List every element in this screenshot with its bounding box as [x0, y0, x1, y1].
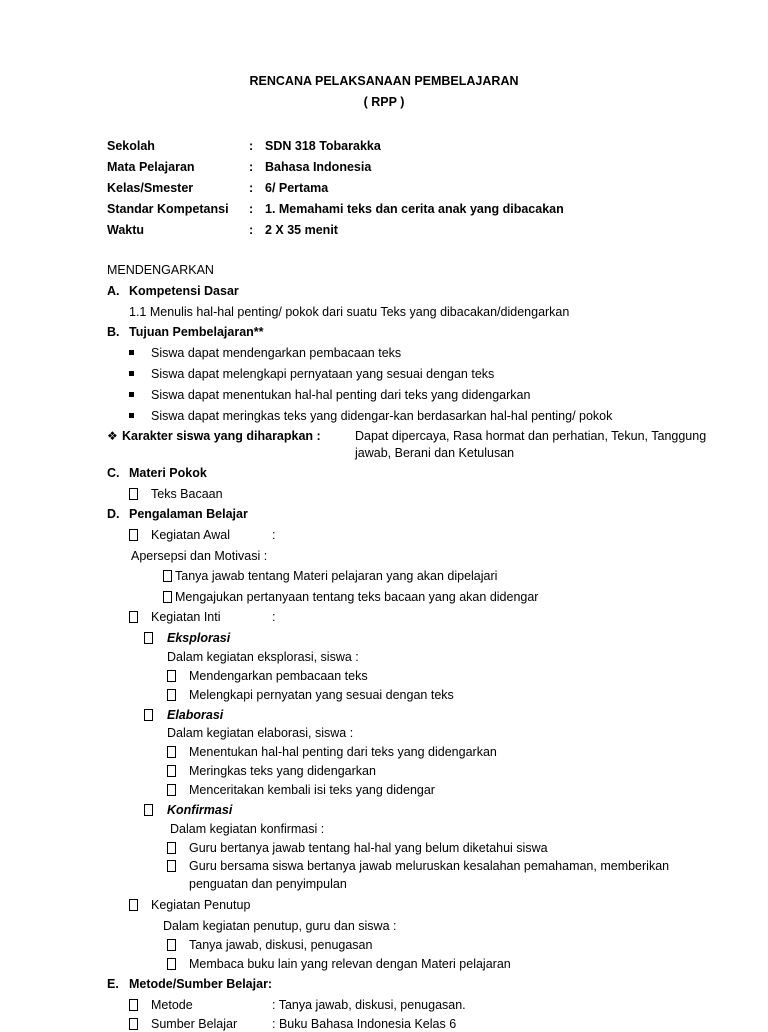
bullet-square-icon	[129, 413, 134, 418]
missing-glyph-icon	[129, 529, 138, 541]
missing-glyph-icon	[167, 784, 176, 796]
section-a-letter: A.	[107, 284, 120, 298]
list-item	[167, 687, 176, 703]
info-value-sekolah: SDN 318 Tobarakka	[265, 139, 381, 153]
list-item	[144, 630, 153, 646]
elaborasi-intro: Dalam kegiatan elaborasi, siswa :	[167, 726, 354, 740]
section-title: MENDENGARKAN	[107, 263, 214, 277]
missing-glyph-icon	[167, 842, 176, 854]
list-item	[144, 707, 153, 723]
eksplorasi-intro: Dalam kegiatan eksplorasi, siswa :	[167, 650, 359, 664]
karakter-label: Karakter siswa yang diharapkan :	[122, 429, 321, 443]
info-colon: :	[249, 139, 254, 153]
kegiatan-inti-label: Kegiatan Inti	[151, 610, 221, 624]
list-item	[167, 782, 176, 798]
info-colon: :	[249, 160, 254, 174]
list-item	[129, 997, 138, 1013]
list-item	[129, 897, 138, 913]
awal-item: Mengajukan pertanyaan tentang teks bacaan yang akan didengar	[175, 590, 539, 604]
missing-glyph-icon	[129, 999, 138, 1011]
karakter-line2: jawab, Berani dan Ketulusan	[355, 446, 515, 460]
missing-glyph-icon	[129, 1018, 138, 1030]
missing-glyph-icon	[167, 958, 176, 970]
awal-item: Tanya jawab tentang Materi pelajaran yang akan dipelajari	[175, 569, 498, 583]
info-label-kelas: Kelas/Smester	[107, 181, 194, 195]
info-value-mapel: Bahasa Indonesia	[265, 160, 372, 174]
materi-item: Teks Bacaan	[151, 487, 223, 501]
list-item	[129, 387, 134, 403]
list-item	[163, 568, 172, 584]
tujuan-item: Siswa dapat melengkapi pernyataan yang sesuai dengan teks	[151, 367, 495, 381]
list-item	[167, 956, 176, 972]
missing-glyph-icon	[167, 765, 176, 777]
metode-label: Metode	[151, 998, 193, 1012]
missing-glyph-icon	[144, 709, 153, 721]
list-item	[167, 840, 176, 856]
info-colon: :	[249, 202, 254, 216]
elaborasi-item: Menentukan hal-hal penting dari teks yang didengarkan	[189, 745, 497, 759]
bullet-square-icon	[129, 371, 134, 376]
info-value-waktu: 2 X 35 menit	[265, 223, 338, 237]
sumber-value: : Buku Bahasa Indonesia Kelas 6	[272, 1017, 457, 1031]
tujuan-item: Siswa dapat meringkas teks yang didengar-kan berdasarkan hal-hal penting/ pokok	[151, 409, 613, 423]
missing-glyph-icon	[129, 488, 138, 500]
penutup-item: Membaca buku lain yang relevan dengan Materi pelajaran	[189, 957, 511, 971]
konfirmasi-item: Guru bertanya jawab tentang hal-hal yang belum diketahui siswa	[189, 841, 548, 855]
doc-subtitle: ( RPP )	[363, 95, 405, 109]
info-label-waktu: Waktu	[107, 223, 145, 237]
list-item	[129, 366, 134, 382]
list-item	[167, 744, 176, 760]
section-d-title: Pengalaman Belajar	[129, 507, 248, 521]
list-item	[167, 937, 176, 953]
info-value-sk: 1. Memahami teks dan cerita anak yang dibacakan	[265, 202, 564, 216]
list-item	[167, 858, 176, 874]
penutup-item: Tanya jawab, diskusi, penugasan	[189, 938, 373, 952]
list-item	[129, 609, 138, 625]
tujuan-item: Siswa dapat mendengarkan pembacaan teks	[151, 346, 402, 360]
elaborasi-item: Menceritakan kembali isi teks yang didengar	[189, 783, 435, 797]
colon: :	[272, 528, 276, 542]
section-c-title: Materi Pokok	[129, 466, 207, 480]
karakter-line1: Dapat dipercaya, Rasa hormat dan perhatian, Tekun, Tanggung	[355, 429, 707, 443]
penutup-intro: Dalam kegiatan penutup, guru dan siswa :	[163, 919, 397, 933]
missing-glyph-icon	[129, 899, 138, 911]
missing-glyph-icon	[167, 746, 176, 758]
diamond-bullet-icon: ❖	[107, 429, 118, 443]
eksplorasi-title: Eksplorasi	[167, 631, 231, 645]
missing-glyph-icon	[167, 939, 176, 951]
list-item	[129, 345, 134, 361]
elaborasi-item: Meringkas teks yang didengarkan	[189, 764, 376, 778]
info-label-mapel: Mata Pelajaran	[107, 160, 195, 174]
list-item	[129, 527, 138, 543]
info-label-sekolah: Sekolah	[107, 139, 155, 153]
missing-glyph-icon	[167, 670, 176, 682]
section-b-title: Tujuan Pembelajaran**	[129, 325, 264, 339]
missing-glyph-icon	[129, 611, 138, 623]
section-e-title: Metode/Sumber Belajar:	[129, 977, 273, 991]
konfirmasi-intro: Dalam kegiatan konfirmasi :	[170, 822, 325, 836]
missing-glyph-icon	[144, 804, 153, 816]
apersepsi-label: Apersepsi dan Motivasi :	[131, 549, 268, 563]
info-colon: :	[249, 181, 254, 195]
konfirmasi-item-2-line2: penguatan dan penyimpulan	[189, 877, 347, 891]
info-value-kelas: 6/ Pertama	[265, 181, 329, 195]
missing-glyph-icon	[167, 689, 176, 701]
missing-glyph-icon	[163, 591, 172, 603]
kegiatan-awal-label: Kegiatan Awal	[151, 528, 230, 542]
section-d-letter: D.	[107, 507, 120, 521]
karakter-bullet	[107, 428, 118, 444]
tujuan-item: Siswa dapat menentukan hal-hal penting dari teks yang didengarkan	[151, 388, 531, 402]
metode-value: : Tanya jawab, diskusi, penugasan.	[272, 998, 466, 1012]
list-item	[167, 668, 176, 684]
section-b-letter: B.	[107, 325, 120, 339]
info-label-sk: Standar Kompetansi	[107, 202, 229, 216]
bullet-square-icon	[129, 350, 134, 355]
eksplorasi-item: Mendengarkan pembacaan teks	[189, 669, 368, 683]
sumber-label: Sumber Belajar	[151, 1017, 238, 1031]
eksplorasi-item: Melengkapi pernyatan yang sesuai dengan teks	[189, 688, 454, 702]
konfirmasi-title: Konfirmasi	[167, 803, 233, 817]
list-item	[167, 763, 176, 779]
colon: :	[272, 610, 276, 624]
kegiatan-penutup-label: Kegiatan Penutup	[151, 898, 251, 912]
list-item	[163, 589, 172, 605]
bullet-square-icon	[129, 392, 134, 397]
elaborasi-title: Elaborasi	[167, 708, 224, 722]
missing-glyph-icon	[144, 632, 153, 644]
list-item	[129, 486, 138, 502]
doc-title: RENCANA PELAKSANAAN PEMBELAJARAN	[249, 74, 519, 88]
list-item	[129, 408, 134, 424]
section-e-letter: E.	[107, 977, 119, 991]
list-item	[144, 802, 153, 818]
section-c-letter: C.	[107, 466, 120, 480]
missing-glyph-icon	[163, 570, 172, 582]
section-a-text: 1.1 Menulis hal-hal penting/ pokok dari suatu Teks yang dibacakan/didengarkan	[129, 305, 570, 319]
section-a-title: Kompetensi Dasar	[129, 284, 239, 298]
konfirmasi-item-2-line1: Guru bersama siswa bertanya jawab meluruskan kesalahan pemahaman, memberikan	[189, 859, 670, 873]
list-item	[129, 1016, 138, 1032]
missing-glyph-icon	[167, 860, 176, 872]
info-colon: :	[249, 223, 254, 237]
